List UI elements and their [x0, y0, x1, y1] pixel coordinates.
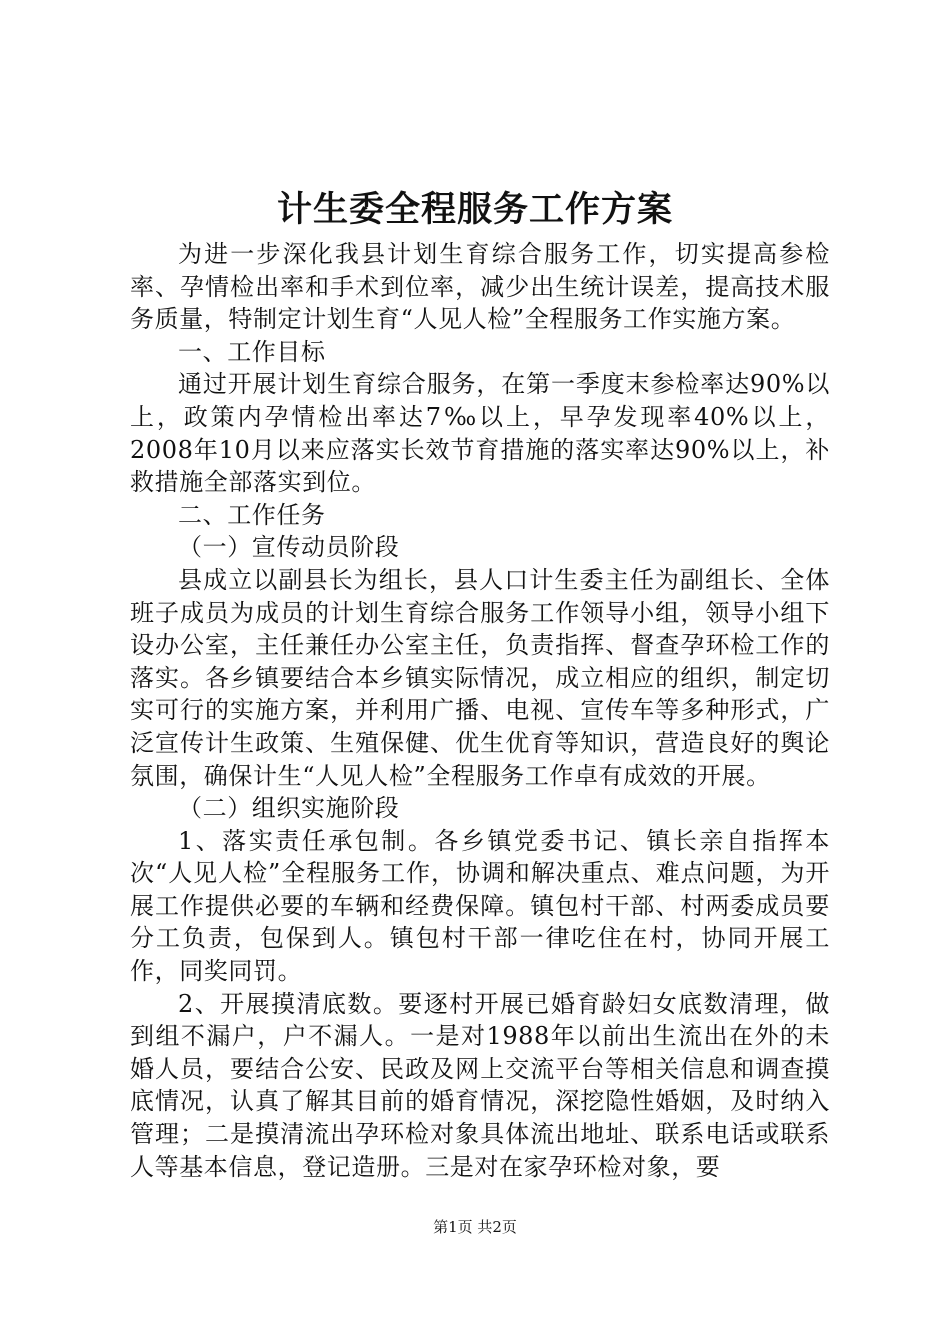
section-heading: 二、工作任务 [178, 500, 326, 529]
paragraph: 为进一步深化我县计划生育综合服务工作，切实提高参检率、孕情检出率和手术到位率，减少出生统计误差，提高技术服务质量，特制定计划生育“人见人检”全程服务工作实施方案。 [130, 240, 830, 334]
paragraph: 1、落实责任承包制。各乡镇党委书记、镇长亲自指挥本次“人见人检”全程服务工作，协调和解决重点、难点问题，为开展工作提供必要的车辆和经费保障。镇包村干部、村两委成员要分工负责，包保到人。镇包村干部一律吃住在村，协同开展工作，同奖同罚。 [130, 826, 830, 986]
document-body [130, 238, 830, 1183]
page-footer: 第1页 共2页 [433, 1218, 517, 1236]
paragraph: 通过开展计划生育综合服务，在第一季度末参检率达90%以上，政策内孕情检出率达7‰以上，早孕发现率40%以上，2008年10月以来应落实长效节育措施的落实率达90%以上，补救措施全部落实到位。 [130, 370, 830, 497]
paragraph: 2、开展摸清底数。要逐村开展已婚育龄妇女底数清理，做到组不漏户，户不漏人。一是对1988年以前出生流出在外的未婚人员，要结合公安、民政及网上交流平台等相关信息和调查摸底情况，认真了解其目前的婚育情况，深挖隐性婚姻，及时纳入管理；二是摸清流出孕环检对象具体流出地址、联系电话或联系人等基本信息，登记造册。三是对在家孕环检对象，要 [130, 989, 830, 1181]
paragraph: 县成立以副县长为组长，县人口计生委主任为副组长、全体班子成员为成员的计划生育综合服务工作领导小组，领导小组下设办公室，主任兼任办公室主任，负责指挥、督查孕环检工作的落实。各乡镇要结合本乡镇实际情况，成立相应的组织，制定切实可行的实施方案，并利用广播、电视、宣传车等多种形式，广泛宣传计生政策、生殖保健、优生优育等知识，营造良好的舆论氛围，确保计生“人见人检”全程服务工作卓有成效的开展。 [130, 565, 830, 790]
section-heading: 一、工作目标 [178, 337, 326, 366]
subsection-heading: （一）宣传动员阶段 [178, 533, 400, 562]
subsection-heading: （二）组织实施阶段 [178, 794, 400, 823]
document-title: 计生委全程服务工作方案 [276, 189, 673, 230]
